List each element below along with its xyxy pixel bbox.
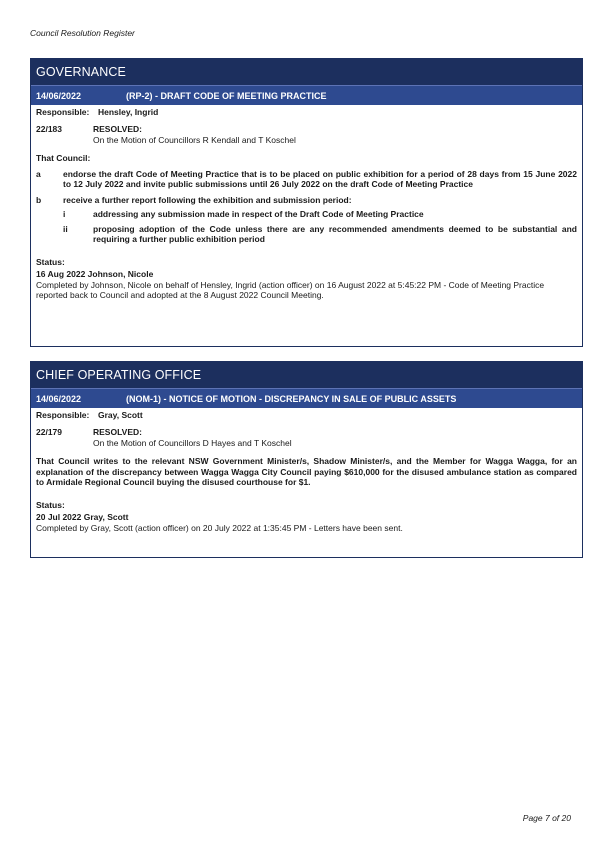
subitem-text: addressing any submission made in respect of the Draft Code of Meeting Practice: [93, 209, 424, 219]
status-text: Completed by Gray, Scott (action officer) on 20 July 2022 at 1:35:45 PM - Letters have been sent.: [36, 522, 403, 533]
responsible-label: Responsible:: [36, 410, 90, 420]
resolution-block: [36, 427, 577, 449]
subitem-text: proposing adoption of the Code unless there are any recommended amendments deemed to be substantial and requiring a further public exhibition period: [93, 223, 577, 244]
document-header: Council Resolution Register: [30, 28, 135, 38]
responsible-officer: Gray, Scott: [98, 410, 143, 420]
resolution-number: 22/179: [36, 427, 62, 437]
item-title: (NOM-1) - NOTICE OF MOTION - DISCREPANCY IN SALE OF PUBLIC ASSETS: [126, 394, 457, 404]
motion-text: On the Motion of Councillors D Hayes and T Koschel: [93, 437, 292, 448]
resolution-body: That Council writes to the relevant NSW Government Minister/s, Shadow Minister/s, and the Member for Wagga Wagga, for an explanation of the discrepancy between Wagga Wagga City Council paying $610,000 for the disused ambulance station as compared to Armidale Regional Council buying the disused courthouse for $1.: [36, 456, 577, 487]
responsible-row: [36, 410, 577, 421]
item-marker: b: [36, 194, 42, 205]
status-entry: 20 Jul 2022 Gray, Scott: [36, 512, 129, 522]
resolved-label: RESOLVED:: [93, 427, 142, 437]
status-label: Status:: [36, 499, 65, 510]
page-number: Page 7 of 20: [522, 813, 571, 823]
subitem-marker: ii: [63, 223, 68, 234]
meeting-date: 14/06/2022: [36, 394, 82, 404]
motion-text: On the Motion of Councillors R Kendall and T Koschel: [93, 134, 296, 145]
meeting-date: 14/06/2022: [36, 91, 82, 101]
resolution-card-chief-operating-office: [30, 361, 583, 558]
resolution-card-governance: [30, 58, 583, 347]
resolution-intro: That Council:: [36, 153, 91, 163]
resolution-subitem: [36, 224, 577, 245]
resolution-subitem: [36, 209, 577, 220]
responsible-row: [36, 107, 577, 118]
resolution-item: [36, 169, 577, 190]
responsible-label: Responsible:: [36, 107, 90, 117]
resolved-label: RESOLVED:: [93, 124, 142, 134]
section-heading: GOVERNANCE: [31, 59, 582, 85]
item-header-bar: [31, 388, 582, 408]
section-heading: CHIEF OPERATING OFFICE: [31, 362, 582, 388]
status-entry: 16 Aug 2022 Johnson, Nicole: [36, 269, 154, 279]
resolution-number: 22/183: [36, 124, 62, 134]
resolution-block: [36, 124, 577, 146]
item-text: endorse the draft Code of Meeting Practice that is to be placed on public exhibition for a period of 28 days from 15 June 2022 to 12 July 2022 and invite public submissions until 26 July 2022 on the draft Code of Meeting Practice: [63, 168, 577, 189]
status-label: Status:: [36, 256, 65, 267]
card-body: [31, 408, 582, 533]
status-text: Completed by Johnson, Nicole on behalf of Hensley, Ingrid (action officer) on 16 August 2022 at 5:45:22 PM - Code of Meeting Practice reported back to Council and adopted at the 8 August 2022 Council Meeting.: [36, 279, 545, 300]
resolution-item: [36, 195, 577, 206]
card-body: [31, 105, 582, 301]
item-marker: a: [36, 168, 41, 179]
item-header-bar: [31, 85, 582, 105]
responsible-officer: Hensley, Ingrid: [98, 107, 159, 117]
item-title: (RP-2) - DRAFT CODE OF MEETING PRACTICE: [126, 91, 327, 101]
subitem-marker: i: [63, 209, 66, 219]
item-text: receive a further report following the exhibition and submission period:: [63, 194, 352, 205]
